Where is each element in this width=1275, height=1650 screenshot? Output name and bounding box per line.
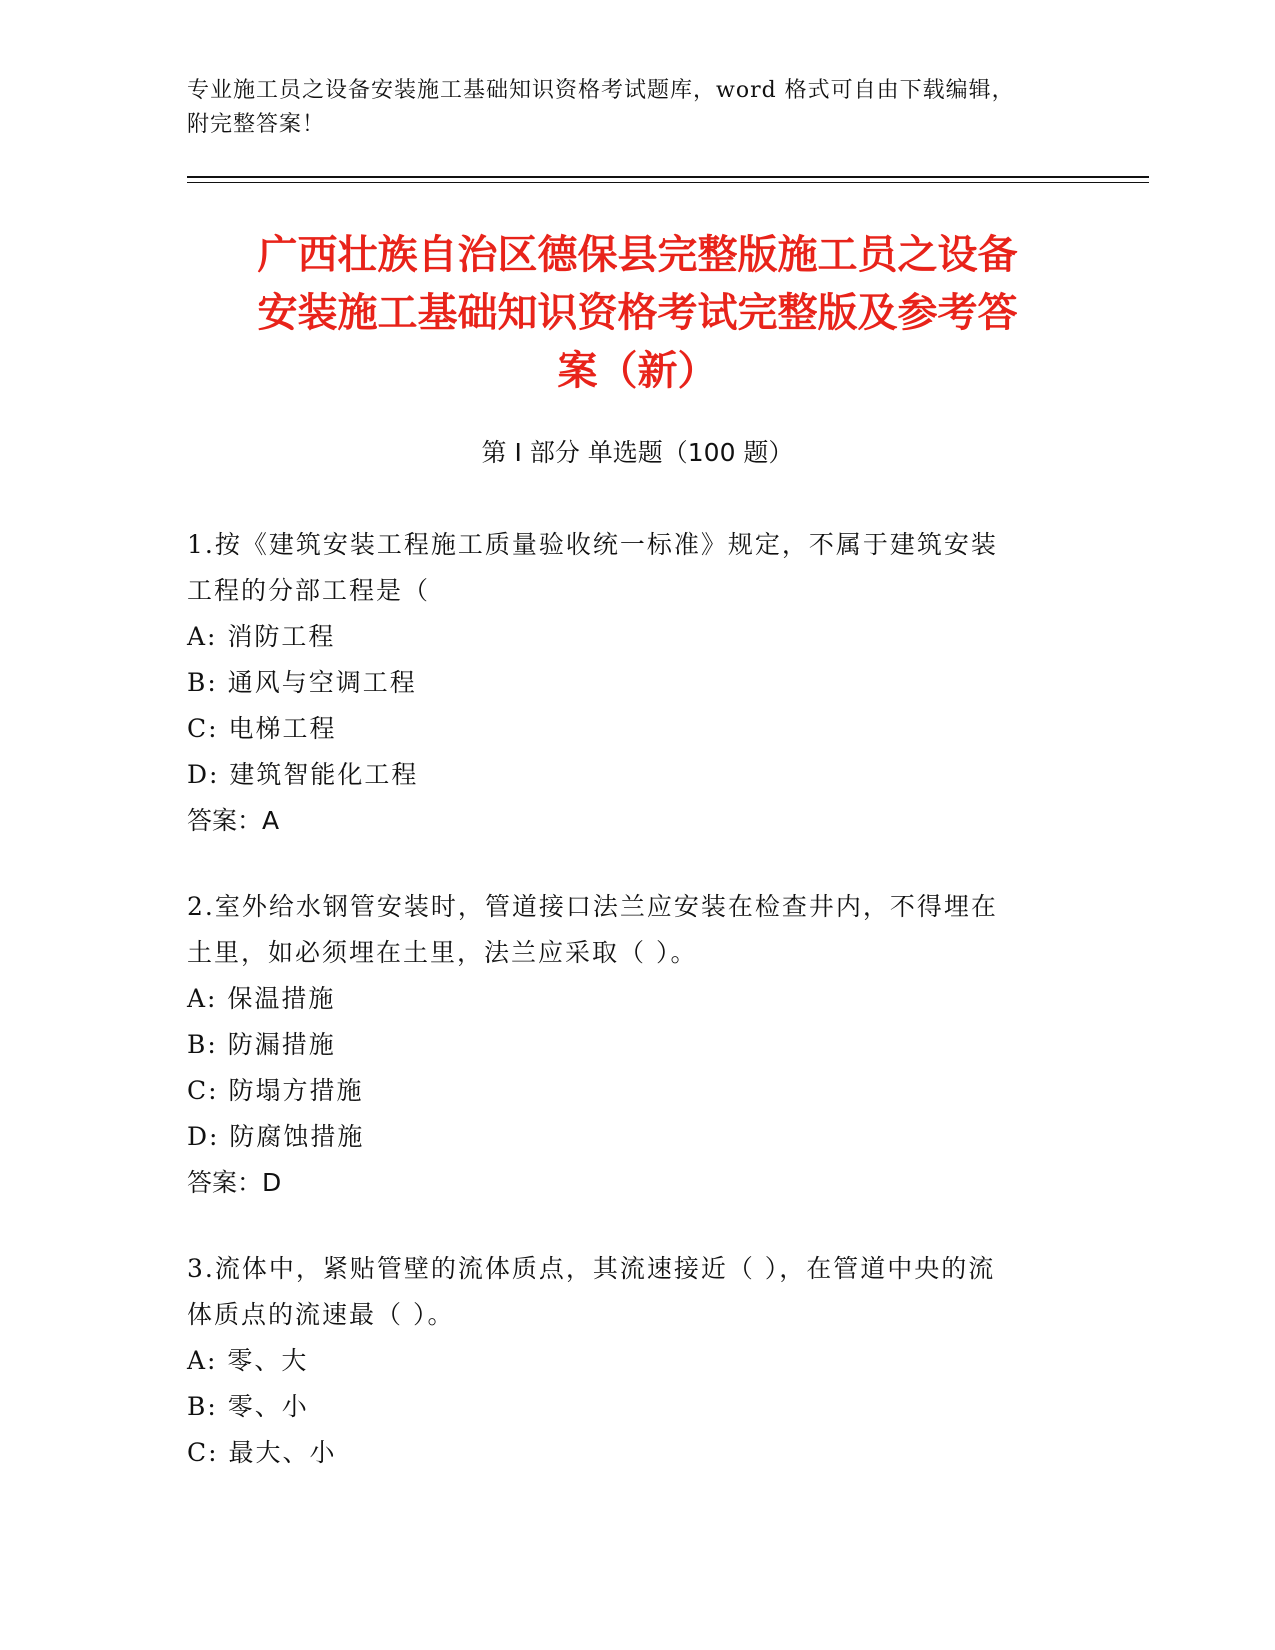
header-note — [187, 74, 1087, 142]
option-d: D: 防腐蚀措施 — [187, 1122, 365, 1151]
question-2 — [187, 884, 1087, 1206]
option-a: A: 零、大 — [187, 1346, 309, 1375]
option-b: B: 防漏措施 — [187, 1030, 336, 1059]
answer: 答案：D — [187, 1168, 282, 1197]
header-note-line-1: 专业施工员之设备安装施工基础知识资格考试题库，word 格式可自由下载编辑， — [187, 78, 1015, 103]
section-heading: 第 I 部分 单选题（100 题） — [481, 438, 794, 467]
option-b: B: 零、小 — [187, 1392, 309, 1421]
option-c: C: 电梯工程 — [187, 714, 337, 743]
question-stem-line: 体质点的流速最（ ）。 — [187, 1300, 455, 1329]
option-a: A: 保温措施 — [187, 984, 336, 1013]
header-divider-thin — [187, 182, 1149, 183]
title-line-3: 案（新） — [557, 348, 718, 394]
question-list — [187, 522, 1087, 1516]
option-c: C: 最大、小 — [187, 1438, 337, 1467]
option-d: D: 建筑智能化工程 — [187, 760, 419, 789]
option-a: A: 消防工程 — [187, 622, 336, 651]
answer: 答案：A — [187, 806, 280, 835]
option-b: B: 通风与空调工程 — [187, 668, 417, 697]
header-note-line-2: 附完整答案！ — [187, 112, 326, 137]
option-c: C: 防塌方措施 — [187, 1076, 364, 1105]
question-1 — [187, 522, 1087, 844]
header-divider-thick — [187, 176, 1149, 178]
title-line-2: 安装施工基础知识资格考试完整版及参考答 — [257, 290, 1018, 336]
question-stem-line: 工程的分部工程是（ — [187, 576, 431, 605]
question-stem-line: 1.按《建筑安装工程施工质量验收统一标准》规定，不属于建筑安装 — [187, 530, 998, 559]
title-line-1: 广西壮族自治区德保县完整版施工员之设备 — [257, 232, 1018, 278]
question-3 — [187, 1246, 1087, 1476]
document-title — [180, 226, 1095, 400]
question-stem-line: 土里，如必须埋在土里，法兰应采取（ ）。 — [187, 938, 698, 967]
question-stem-line: 3.流体中，紧贴管壁的流体质点，其流速接近（ ），在管道中央的流 — [187, 1254, 996, 1283]
question-stem-line: 2.室外给水钢管安装时，管道接口法兰应安装在检查井内，不得埋在 — [187, 892, 998, 921]
